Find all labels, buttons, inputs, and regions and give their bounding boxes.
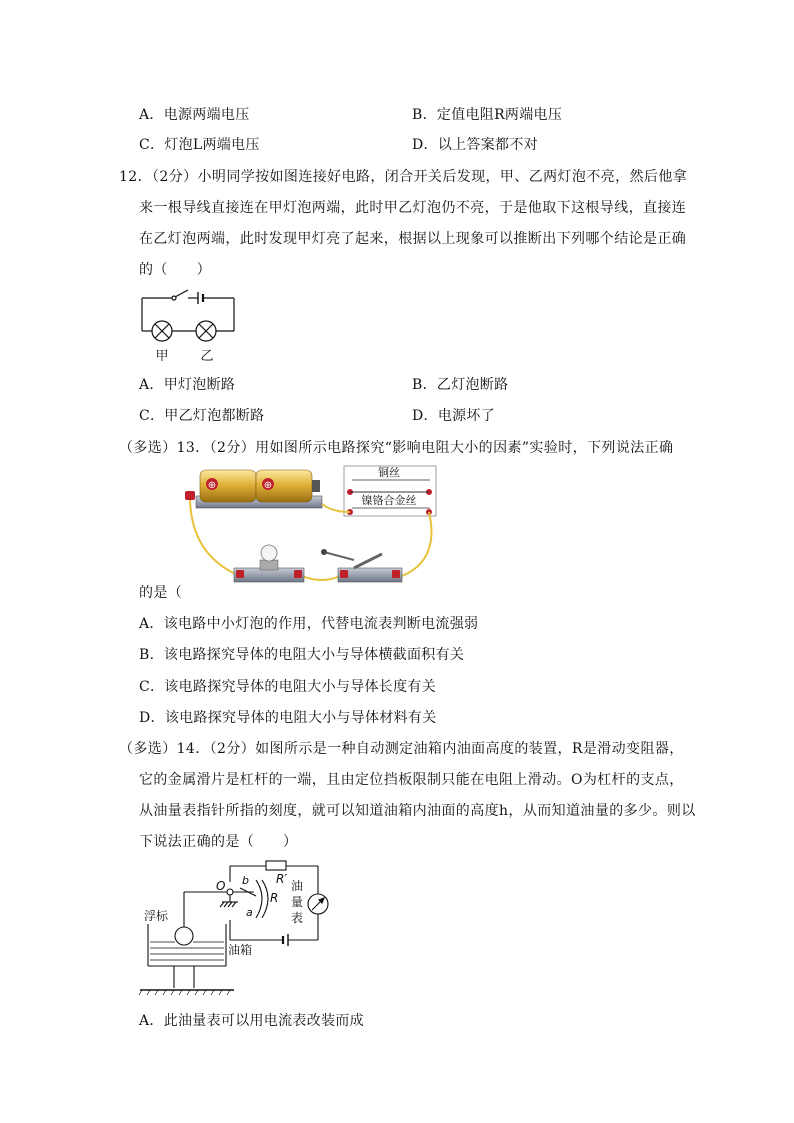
q13-stem-line-2: 的是（ <box>139 585 183 601</box>
lamp-jia-label: 甲 <box>155 349 169 364</box>
q13-option-c: C．该电路探究导体的电阻大小与导体长度有关 <box>139 679 437 695</box>
lamp-yi-label: 乙 <box>200 349 214 364</box>
copper-wire-label: 铜丝 <box>378 466 400 479</box>
q12-stem-line-4: 的（ ） <box>139 262 211 278</box>
resistor-r-label: R <box>270 891 279 905</box>
svg-text:⊕: ⊕ <box>263 480 273 491</box>
meter-label-2: 量 <box>291 895 304 909</box>
q14-stem-line-3: 从油量表指针所指的刻度，就可以知道油箱内油面的高度h，从而知道油量的多少。则以 <box>139 803 696 819</box>
pivot-o-label: O <box>216 879 226 893</box>
q11-option-b: B．定值电阻R两端电压 <box>412 107 563 123</box>
q12-option-b: B．乙灯泡断路 <box>412 377 509 393</box>
q12-stem-line-1: 12．（2分）小明同学按如图连接好电路，闭合开关后发现，甲、乙两灯泡不亮，然后他拿 <box>119 169 688 185</box>
float-label: 浮标 <box>144 909 169 923</box>
contact-a-label: a <box>246 906 253 919</box>
q14-option-a: A．此油量表可以用电流表改装而成 <box>139 1013 364 1029</box>
q14-oil-gauge-diagram <box>138 858 338 998</box>
q13-option-d: D．该电路探究导体的电阻大小与导体材料有关 <box>139 710 437 726</box>
resistor-r-prime-label: R′ <box>276 872 288 886</box>
q12-stem-line-3: 在乙灯泡两端，此时发现甲灯亮了起来，根据以上现象可以推断出下列哪个结论是正确 <box>139 231 687 247</box>
q13-option-a: A．该电路中小灯泡的作用，代替电流表判断电流强弱 <box>139 616 479 632</box>
q12-stem-line-2: 来一根导线直接连在甲灯泡两端，此时甲乙灯泡仍不亮，于是他取下这根导线，直接连 <box>139 200 687 216</box>
svg-text:⊕: ⊕ <box>207 480 217 491</box>
meter-label-3: 表 <box>291 911 304 925</box>
q11-option-d: D．以上答案都不对 <box>412 137 538 153</box>
q12-option-a: A．甲灯泡断路 <box>139 377 236 393</box>
q12-option-d: D．电源坏了 <box>412 408 496 424</box>
q14-stem-line-2: 它的金属滑片是杠杆的一端，且由定位挡板限制只能在电阻上滑动。O为杠杆的支点， <box>139 772 684 788</box>
q13-option-b: B．该电路探究导体的电阻大小与导体横截面积有关 <box>139 647 465 663</box>
tank-label: 油箱 <box>228 943 253 957</box>
q11-option-a: A．电源两端电压 <box>139 107 250 123</box>
contact-b-label: b <box>242 874 249 887</box>
q12-option-c: C．甲乙灯泡都断路 <box>139 408 265 424</box>
q13-stem-line-1: （多选）13．（2分）用如图所示电路探究“影响电阻大小的因素”实验时，下列说法正确 <box>119 440 674 456</box>
q12-circuit-diagram <box>134 284 244 366</box>
q14-stem-line-4: 下说法正确的是（ ） <box>139 834 298 850</box>
q14-stem-line-1: （多选）14．（2分）如图所示是一种自动测定油箱内油面高度的装置，R是滑动变阻器， <box>119 741 684 757</box>
q13-experiment-photo <box>182 460 444 590</box>
nichrome-wire-label: 镍铬合金丝 <box>361 494 417 507</box>
meter-label-1: 油 <box>291 879 304 893</box>
q11-option-c: C．灯泡L两端电压 <box>139 137 260 153</box>
